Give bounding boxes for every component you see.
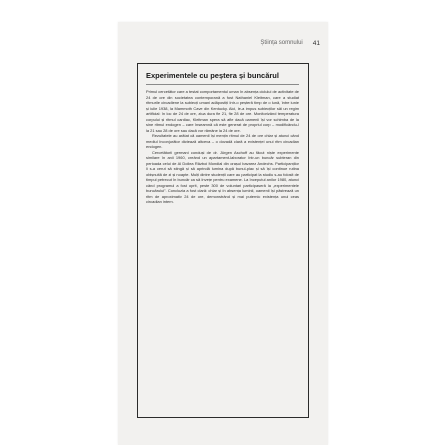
box-body [146, 89, 299, 364]
paragraph: Rezultatele au arătat că oamenii își mențin ritmul de 24 de ore chiar și atunci când mediul înconjurător dictează altceva – o dovadă clară a existenței unui ritm circadian endogen. [146, 133, 299, 149]
paragraph: Primul cercetător care a testat comportamentul uman în absența ciclului de activitate de 24 de ore din societatea contemporană a fost Nathaniel Kleitman, care a studiat ritmurile circadiene la subiecți umani adăpostiți într-o peșteră timp de o lună, între iunie și iulie 1938, la Mammoth Cave din Kentucky. Aici, le-a impus subiecților săi un regim artificial: în loc de 24 de ore, ziua dura fie 21, fie 28 de ore. Monitorizând temperatura corpului și ritmul cardiac, Kleitman spera să afle dacă oamenii își vor schimba de la sine ritmul endogen – care înseamnă că este generat de propriul corp – modificându-l la 21 sau 28 de ore sau dacă vor rămâne la 24 de ore. [146, 89, 299, 133]
page-number: 41 [312, 39, 320, 47]
running-header [212, 38, 320, 48]
running-title: Știința somnului [260, 40, 303, 46]
paragraph: Cercetătorii germani conduși de dr. Jürgen Aschoff au făcut niște experimente similare în anii 1960, creând un apartament-laborator într-un buncăr subteran din perioada celui de Al Doilea Război Mondial din orașul bavarez Andechs. Participanților li s-a cerut să stingă și să aprindă lumina după bunul-plac și să își continue rutina obișnuită de zi și noapte. Mulți dintre studenții care au participat la studiu s-au folosit de timpul petrecut în buncăr ca să învețe pentru examene. La începutul anilor 1980, atunci când programul a fost oprit, peste 300 de voluntari participaseră la „experimentele buncărului”. Concluzia a fost clară: chiar și în absența luminii, oamenii își păstrează un ritm de aproximativ 24 de ore, demonstrând și mai puternic existența unui ceas circadian intern. [146, 149, 299, 204]
box-title: Experimentele cu peștera și buncărul [146, 71, 279, 80]
title-divider [146, 84, 299, 85]
